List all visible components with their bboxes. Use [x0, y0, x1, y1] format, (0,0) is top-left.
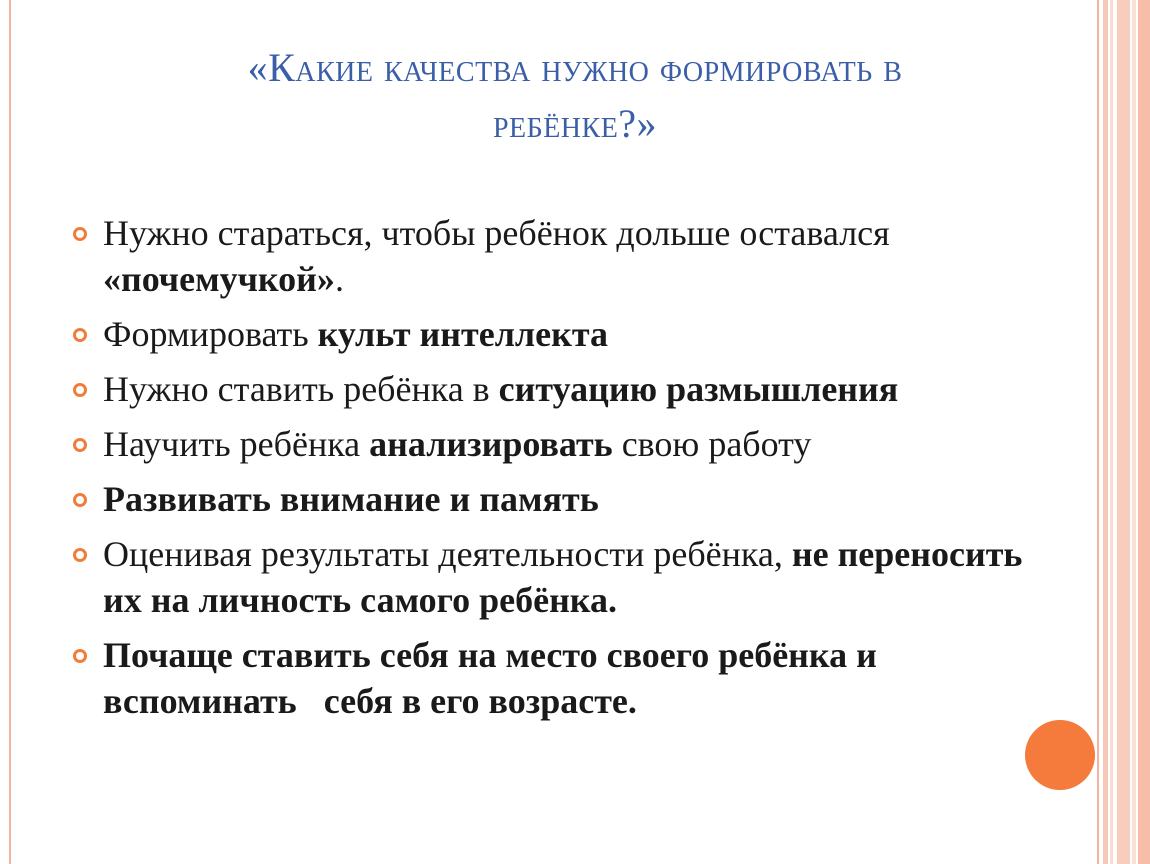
ring-bullet-icon [73, 328, 87, 342]
bullet-item-1 [73, 210, 1053, 302]
slide-title-line-1: «Какие качества нужно формировать в [247, 45, 903, 90]
ring-bullet-icon [73, 227, 87, 241]
bullet-item-5 [73, 476, 1053, 522]
bullet-item-2 [73, 311, 1053, 357]
bullet-text: Нужно ставить ребёнка в [103, 369, 499, 409]
decorative-stripe [1110, 0, 1113, 864]
decorative-stripe [1117, 0, 1130, 864]
bullet-bold-text: Почаще ставить себя на место своего ребёнка и вспоминать себя в его возрасте. [103, 635, 886, 721]
bullet-item-4 [73, 421, 1053, 467]
bullet-text: Формировать [103, 314, 318, 354]
bullet-text: Научить ребёнка [103, 424, 370, 464]
ring-bullet-icon [73, 548, 87, 562]
slide-title [60, 40, 1090, 152]
bullet-text: . [334, 259, 344, 299]
ring-bullet-icon [73, 493, 87, 507]
bullet-bold-text: «почемучкой» [103, 259, 335, 299]
decorative-stripe [1132, 0, 1136, 864]
ring-bullet-icon [73, 383, 87, 397]
bullet-bold-text: культ интеллекта [317, 314, 608, 354]
bullet-bold-text: анализировать [369, 424, 613, 464]
bullet-text: Оценивая результаты деятельности ребёнка, [103, 534, 792, 574]
bullet-bold-text: ситуацию размышления [498, 369, 899, 409]
bullet-item-6 [73, 531, 1053, 623]
bullet-text: Нужно стараться, чтобы ребёнок дольше оставался [103, 213, 890, 253]
bullet-bold-text: не переносить их на личность самого ребёнка. [103, 534, 1023, 620]
slide-title-line-2: ребёнке?» [492, 101, 658, 146]
orange-circle-icon [1025, 720, 1095, 790]
bullet-item-7 [73, 632, 1053, 724]
ring-bullet-icon [73, 649, 87, 663]
bullet-item-3 [73, 366, 1053, 412]
ring-bullet-icon [73, 438, 87, 452]
bullet-list [73, 210, 1053, 733]
decorative-stripe [1138, 0, 1150, 864]
decorative-stripe [1103, 0, 1108, 864]
bullet-text: свою работу [612, 424, 812, 464]
bullet-bold-text: Развивать внимание и память [103, 479, 599, 519]
